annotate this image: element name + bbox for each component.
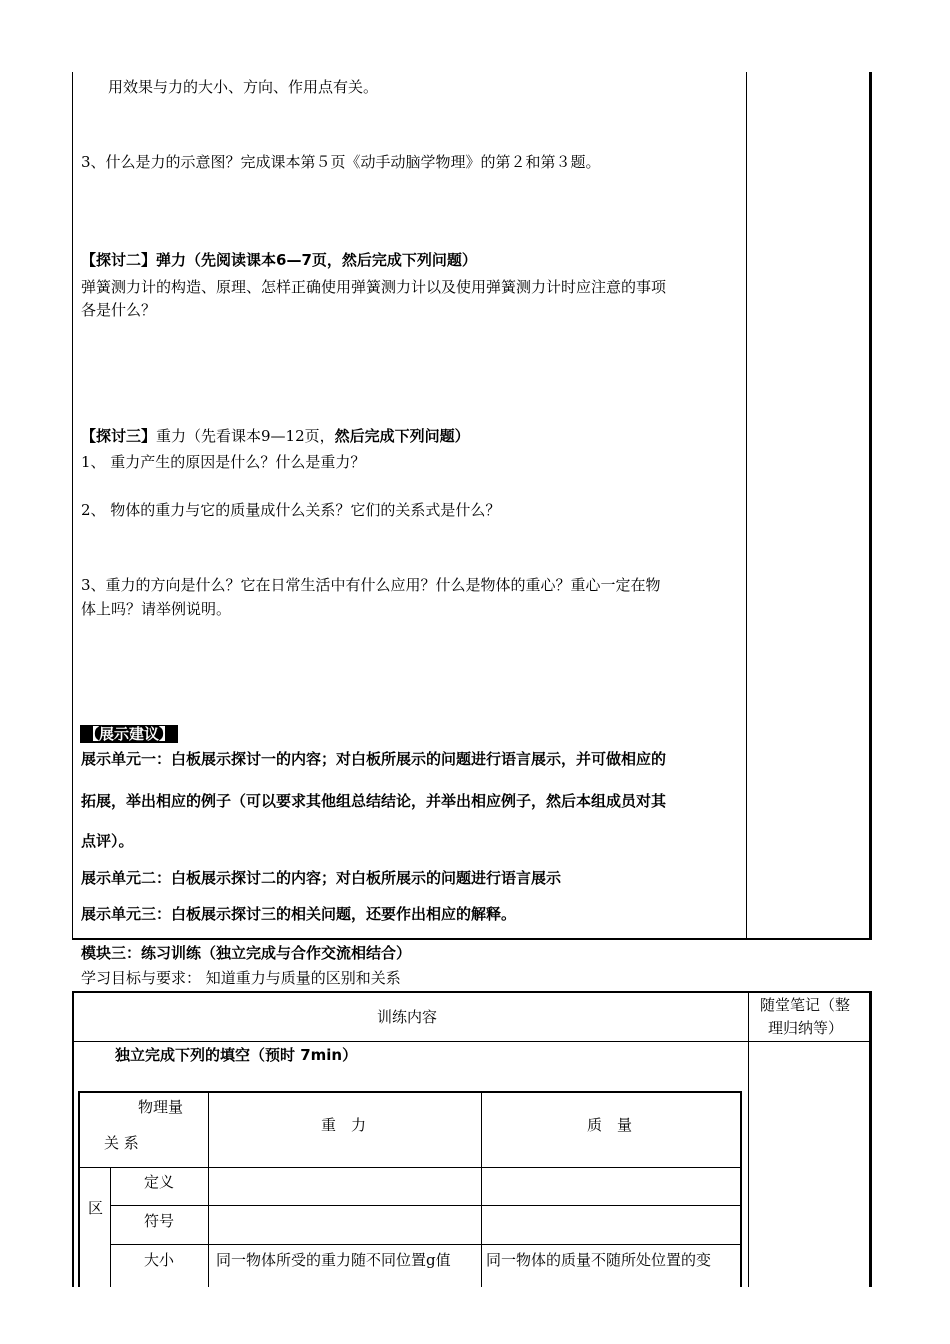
explore3-question-1: 1、 重力产生的原因是什么？什么是重力？	[81, 453, 366, 471]
fill-task: 独立完成下列的填空（预时 7min）	[115, 1046, 358, 1064]
explore3-title-end: 然后完成下列问题）	[334, 427, 470, 445]
explore3-title-main: 重力（先看课本9—12页，	[156, 427, 335, 445]
inner-table-row-rule-2	[110, 1244, 742, 1245]
explore2-title: 【探讨二】弹力（先阅读课本6—7页，然后完成下列问题）	[81, 251, 477, 269]
lower-table-right-border	[869, 991, 872, 1287]
row-label-definition: 定义	[144, 1173, 175, 1191]
line-continue: 用效果与力的大小、方向、作用点有关。	[108, 78, 379, 96]
explore3-title	[81, 425, 470, 447]
show-suggestion-tag	[80, 724, 178, 744]
question-3: 3、什么是力的示意图？完成课本第５页《动手动脑学物理》的第２和第３题。	[81, 153, 601, 171]
magnitude-gravity: 同一物体所受的重力随不同位置g值	[216, 1251, 451, 1269]
explore3-question-3-line2: 体上吗？请举例说明。	[81, 600, 232, 618]
explore2-line1: 弹簧测力计的构造、原理、怎样正确使用弹簧测力计以及使用弹簧测力计时应注意的事项	[81, 278, 667, 296]
inner-table-right	[740, 1091, 742, 1287]
inner-table-header-rule	[78, 1167, 742, 1168]
inner-table-row-rule-1	[110, 1205, 742, 1206]
show-unit-1-line1: 展示单元一：白板展示探讨一的内容；对白板所展示的问题进行语言展示，并可做相应的	[81, 750, 667, 768]
inner-table-group-divider	[110, 1167, 111, 1287]
upper-table-left-border	[72, 72, 73, 940]
lower-table-top-border	[72, 991, 872, 993]
show-suggestion-label: 【展示建议】	[80, 725, 178, 743]
show-unit-3: 展示单元三：白板展示探讨三的相关问题，还要作出相应的解释。	[81, 905, 517, 923]
header-notes-line2: 理归纳等）	[768, 1019, 844, 1037]
inner-table-col-gravity-left	[208, 1091, 209, 1287]
explore3-question-2: 2、 物体的重力与它的质量成什么关系？它们的关系式是什么？	[81, 501, 501, 519]
lower-table-left-border	[72, 991, 74, 1287]
explore2-line2: 各是什么？	[81, 301, 157, 319]
group-difference: 区	[88, 1199, 104, 1217]
header-training-content: 训练内容	[377, 1008, 438, 1026]
module3-title: 模块三：练习训练（独立完成与合作交流相结合）	[81, 944, 412, 962]
column-mass: 质 量	[587, 1116, 633, 1134]
upper-table-right-border	[869, 72, 872, 940]
explore3-title-bracket: 【探讨三】	[81, 427, 157, 445]
inner-table-top	[78, 1091, 742, 1093]
header-notes-line1: 随堂笔记（整	[760, 996, 851, 1014]
row-label-magnitude: 大小	[144, 1251, 175, 1269]
show-unit-2: 展示单元二：白板展示探讨二的内容；对白板所展示的问题进行语言展示	[81, 869, 562, 887]
upper-table-bottom-border	[72, 938, 872, 940]
row-label-symbol: 符号	[144, 1212, 175, 1230]
corner-quantity: 物理量	[138, 1098, 184, 1116]
upper-table-divider	[746, 72, 747, 940]
inner-table-col-mass-left	[481, 1091, 482, 1287]
lower-table-header-rule	[72, 1041, 872, 1042]
lower-table-divider	[748, 991, 749, 1287]
explore3-question-3-line1: 3、重力的方向是什么？它在日常生活中有什么应用？什么是物体的重心？重心一定在物	[81, 576, 661, 594]
show-unit-1-line2: 拓展，举出相应的例子（可以要求其他组总结结论，并举出相应例子，然后本组成员对其	[81, 792, 667, 810]
show-unit-1-line3: 点评）。	[81, 832, 134, 850]
corner-relation: 关 系	[104, 1134, 139, 1152]
magnitude-mass: 同一物体的质量不随所处位置的变	[486, 1251, 712, 1269]
module3-goal: 学习目标与要求： 知道重力与质量的区别和关系	[81, 969, 401, 987]
inner-table-left	[78, 1091, 80, 1287]
column-gravity: 重 力	[321, 1116, 367, 1134]
